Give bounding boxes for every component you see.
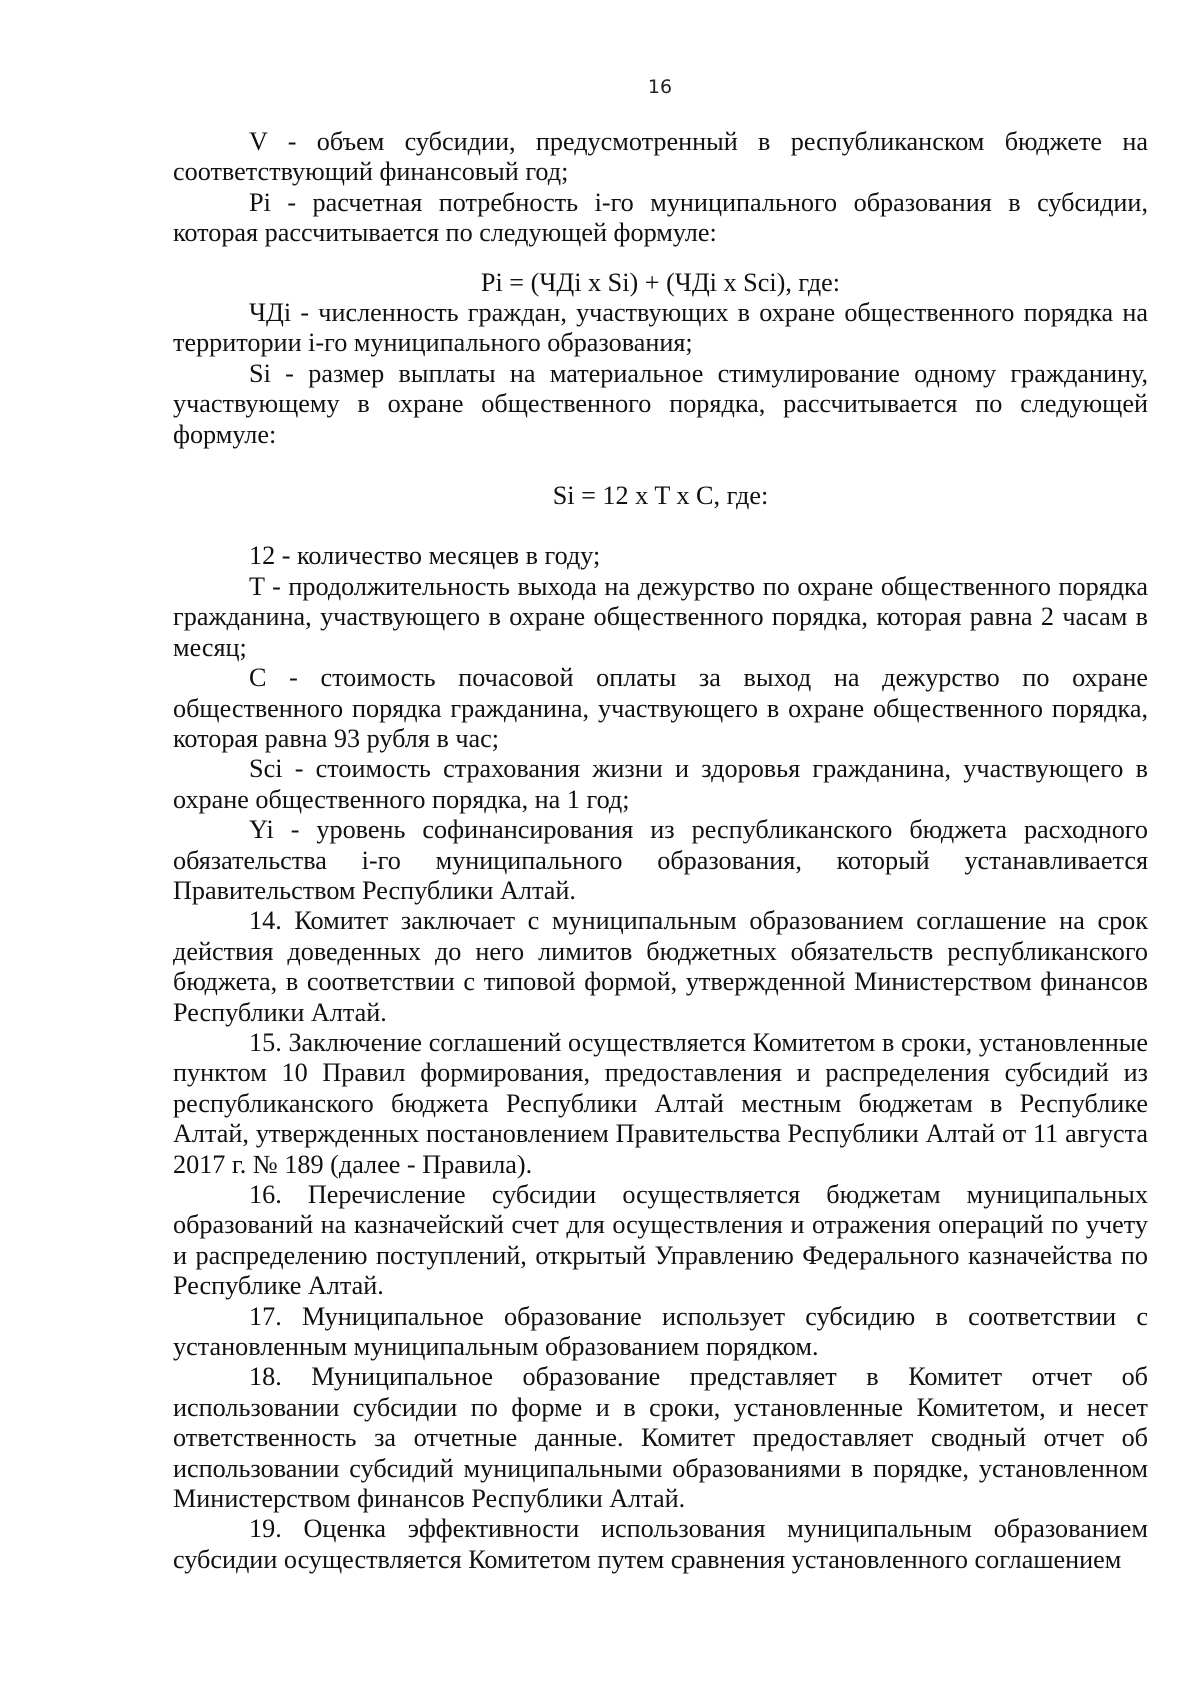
paragraph-item-17: 17. Муниципальное образование использует субсидию в соответствии с установленным муниципальным образованием порядком.: [173, 1301, 1148, 1362]
paragraph-si-definition: Si - размер выплаты на материальное стимулирование одному гражданину, участвующему в охране общественного порядка, рассчитывается по следующей формуле:: [173, 358, 1148, 449]
formula-pi: Pi = (ЧДi x Si) + (ЧДi x Sci), где:: [480, 267, 841, 297]
document-body: [173, 127, 1148, 1575]
paragraph-chdi-definition: ЧДi - численность граждан, участвующих в охране общественного порядка на территории i-го муниципального образования;: [173, 298, 1148, 358]
paragraph-months: 12 - количество месяцев в году;: [249, 541, 601, 571]
page-number: 16: [647, 76, 673, 98]
paragraph-yi-definition: Yi - уровень софинансирования из республиканского бюджета расходного обязательства i-го муниципального образования, который устанавливается Правительством Республики Алтай.: [173, 815, 1148, 905]
paragraph-v-definition: V - объем субсидии, предусмотренный в республиканском бюджете на соответствующий финансовый год;: [173, 127, 1148, 187]
paragraph-item-19: 19. Оценка эффективности использования муниципальным образованием субсидии осуществляется Комитетом путем сравнения установленного соглашением: [173, 1514, 1148, 1574]
paragraph-pi-definition: Pi - расчетная потребность i-го муниципального образования в субсидии, которая рассчитывается по следующей формуле:: [173, 187, 1148, 248]
paragraph-item-18: 18. Муниципальное образование представляет в Комитет отчет об использовании субсидии по форме и в сроки, установленные Комитетом, и несет ответственность за отчетные данные. Комитет предоставляет сводный отчет об использовании субсидий муниципальными образованиями в порядке, установленном Министерством финансов Республики Алтай.: [173, 1362, 1148, 1514]
paragraph-c-definition: C - стоимость почасовой оплаты за выход на дежурство по охране общественного порядка гражданина, участвующего в охране общественного порядка, которая равна 93 рубля в час;: [173, 663, 1148, 753]
paragraph-item-14: 14. Комитет заключает с муниципальным образованием соглашение на срок действия доведенных до него лимитов бюджетных обязательств республиканского бюджета, в соответствии с типовой формой, утвержденной Министерством финансов Республики Алтай.: [173, 906, 1148, 1027]
formula-si: Si = 12 x T x C, где:: [552, 481, 769, 511]
paragraph-sci-definition: Sci - стоимость страхования жизни и здоровья гражданина, участвующего в охране общественного порядка, на 1 год;: [173, 754, 1148, 814]
paragraph-item-16: 16. Перечисление субсидии осуществляется бюджетам муниципальных образований на казначейский счет для осуществления и отражения операций по учету и распределению поступлений, открытый Управлению Федерального казначейства по Республике Алтай.: [173, 1180, 1148, 1301]
paragraph-t-definition: T - продолжительность выхода на дежурство по охране общественного порядка гражданина, участвующего в охране общественного порядка, которая равна 2 часам в месяц;: [173, 571, 1148, 662]
paragraph-item-15: 15. Заключение соглашений осуществляется Комитетом в сроки, установленные пунктом 10 Правил формирования, предоставления и распределения субсидий из республиканского бюджета Республики Алтай местным бюджетам в Республике Алтай, утвержденных постановлением Правительства Республики Алтай от 11 августа 2017 г. № 189 (далее - Правила).: [173, 1027, 1148, 1179]
